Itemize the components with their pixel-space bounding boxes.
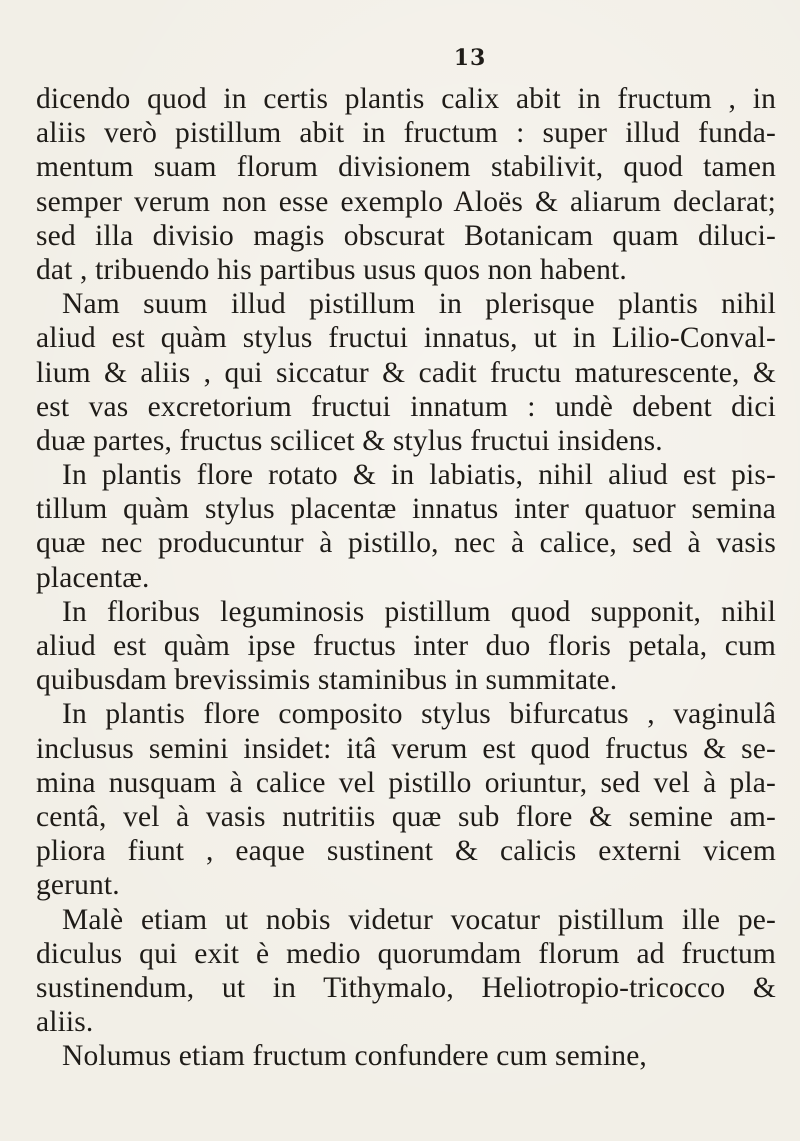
text-line: tillum quàm stylus placentæ innatus inter quatuor semina: [36, 493, 776, 526]
text-line: lium & aliis , qui siccatur & cadit fructu maturescente, &: [36, 356, 776, 389]
text-line: dicendo quod in certis plantis calix abit in fructum , in: [36, 83, 776, 115]
text-line: pliora fiunt , eaque sustinent & calicis externi vicem: [36, 835, 776, 868]
text-line: aliis verò pistillum abit in fructum : super illud funda-: [36, 117, 776, 150]
text-line: duæ partes, fructus scilicet & stylus fructui insidens.: [36, 424, 663, 457]
text-line: aliud est quàm stylus fructui innatus, ut in Lilio-Conval-: [36, 322, 776, 355]
text-line: aliis.: [36, 1006, 94, 1039]
text-line: Nolumus etiam fructum confundere cum semine,: [62, 1040, 647, 1073]
text-line: semper verum non esse exemplo Aloës & aliarum declarat;: [36, 185, 776, 218]
text-line: diculus qui exit è medio quorumdam florum ad fructum: [36, 937, 776, 970]
text-line: In plantis flore composito stylus bifurcatus , vaginulâ: [62, 698, 776, 731]
text-line: est vas excretorium fructui innatum : undè debent dici: [36, 390, 776, 423]
text-line: mina nusquam à calice vel pistillo oriuntur, sed vel à pla-: [36, 766, 776, 799]
text-line: mentum suam florum divisionem stabilivit, quod tamen: [36, 151, 776, 184]
text-line: sed illa divisio magis obscurat Botanicam quam diluci-: [36, 219, 776, 252]
text-line: Malè etiam ut nobis videtur vocatur pistillum ille pe-: [62, 903, 776, 936]
text-line: In plantis flore rotato & in labiatis, nihil aliud est pis-: [62, 459, 776, 492]
text-line: quibusdam brevissimis staminibus in summitate.: [36, 664, 618, 697]
text-line: inclusus semini insidet: itâ verum est quod fructus & se-: [36, 732, 776, 765]
text-line: gerunt.: [36, 869, 120, 902]
text-line: aliud est quàm ipse fructus inter duo floris petala, cum: [36, 630, 776, 662]
text-line: dat , tribuendo his partibus usus quos non habent.: [36, 253, 627, 286]
text-line: placentæ.: [36, 561, 150, 594]
body-text: [36, 82, 776, 1073]
page-number: 13: [453, 45, 487, 71]
text-line: sustinendum, ut in Tithymalo, Heliotropio-tricocco &: [36, 971, 776, 1004]
text-line: Nam suum illud pistillum in plerisque plantis nihil: [62, 288, 776, 321]
text-line: quæ nec producuntur à pistillo, nec à calice, sed à vasis: [36, 527, 776, 560]
text-line: In floribus leguminosis pistillum quod supponit, nihil: [62, 595, 776, 628]
text-line: centâ, vel à vasis nutritiis quæ sub flore & semine am-: [36, 800, 776, 833]
